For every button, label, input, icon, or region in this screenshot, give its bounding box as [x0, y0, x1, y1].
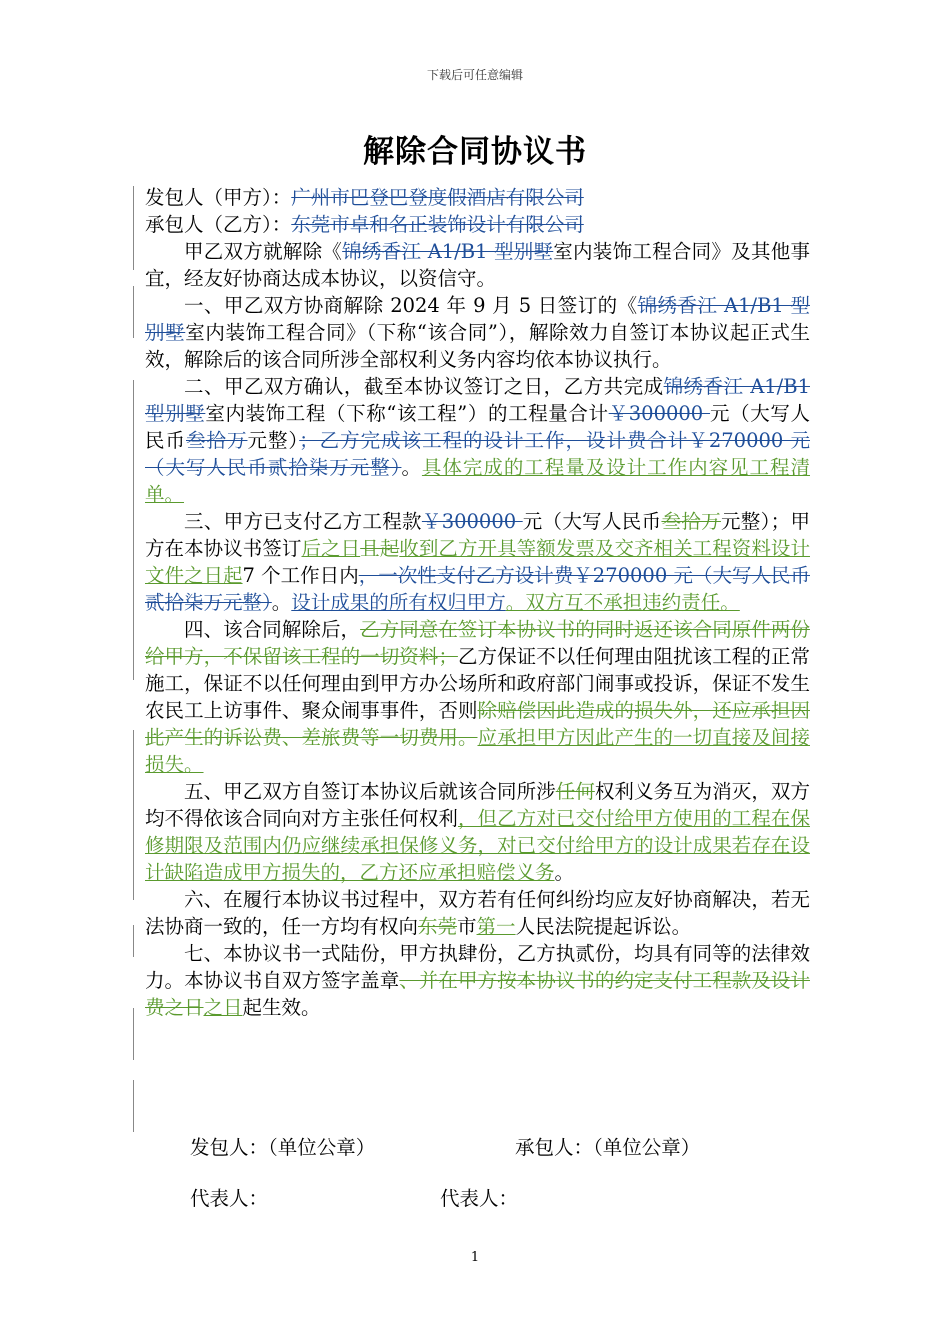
- party-b-line: [145, 211, 810, 238]
- party-a-line: [145, 184, 810, 211]
- clause-text: 市: [457, 915, 477, 938]
- party-b-name: 东莞市卓和名正装饰设计有限公司: [291, 213, 584, 236]
- clause-5: [145, 778, 810, 886]
- clause-text: 元整）；甲方在本协议书签订: [145, 510, 810, 560]
- clause-text: 三、甲方已支付乙方工程款: [184, 510, 422, 533]
- clause-text: 起生效。: [242, 996, 321, 1019]
- deleted-text: 且起: [360, 537, 400, 560]
- inserted-text: 。双方互不承担违约责任。: [505, 591, 740, 614]
- clause-text: 权利义务互为消灭，双方均不得依该合同向对方主张任何权利: [145, 780, 810, 830]
- revision-bar: [133, 1080, 134, 1132]
- clause-text: 室内装饰工程合同》（下称“该合同”），解除效力自签订本协议起正式生效，解除后的该合同所涉全部权利义务内容均依本协议执行。: [145, 321, 810, 371]
- clause-text: 室内装饰工程（下称“该工程”）的工程量合计: [205, 402, 609, 425]
- inserted-text: 具体完成的工程量及设计工作内容见工程清单。: [145, 456, 810, 506]
- document-body: [145, 184, 810, 1021]
- clause-text: 7 个工作日内: [242, 564, 359, 587]
- party-a-label: 发包人（甲方）：: [145, 186, 292, 209]
- clause-text: 元整）: [247, 429, 300, 452]
- intro-text: 甲乙双方就解除《: [184, 240, 343, 263]
- revision-bar: [133, 925, 134, 957]
- deleted-text: ￥300000: [608, 402, 711, 425]
- deleted-text: 锦绣香江 A1/B1 型别墅: [342, 240, 554, 263]
- inserted-text: 设计成果的所有权归甲方: [291, 591, 506, 614]
- revision-bar: [133, 240, 134, 270]
- clause-text: 。: [401, 456, 422, 479]
- revision-bar: [133, 286, 134, 338]
- page-number: 1: [470, 1250, 480, 1265]
- deleted-text: 东莞: [418, 915, 458, 938]
- inserted-text: 收到乙方开具等额发票及交齐相关工程资料设计文件之日起: [145, 537, 810, 587]
- clause-text: 。: [271, 591, 292, 614]
- revision-bar: [133, 186, 134, 240]
- clause-text: 一、甲乙双方协商解除 2024 年 9 月 5 日签订的《: [184, 294, 638, 317]
- deleted-text: ；乙方完成该工程的设计工作，设计费合计￥270000 元（大写人民币贰拾柒万元整）: [145, 429, 810, 479]
- inserted-text: 应承担甲方因此产生的一切直接及间接损失。: [145, 726, 810, 776]
- clause-text: 。: [554, 861, 575, 884]
- revision-bar: [133, 380, 134, 512]
- inserted-text: 之日: [203, 996, 243, 1019]
- deleted-text: ￥300000: [421, 510, 523, 533]
- document-title: 解除合同协议书: [363, 134, 587, 170]
- clause-text: 四、该合同解除后，: [184, 618, 361, 641]
- revision-bar: [133, 512, 134, 622]
- clause-text: 人民法院提起诉讼。: [515, 915, 692, 938]
- party-a-seal-label: 发包人：（单位公章）: [190, 1136, 376, 1159]
- intro-paragraph: [145, 238, 810, 292]
- deleted-text: ，一次性支付乙方设计费￥270000 元（大写人民币贰拾柒万元整）: [145, 564, 810, 614]
- deleted-text: 锦绣香江 A1/B1 型别墅: [145, 375, 810, 425]
- inserted-text: 第一: [476, 915, 516, 938]
- inserted-text: ，但乙方对已交付给甲方使用的工程在保修期限及范围内仍应继续承担保修义务，对已交付给甲方的设计成果若存在设计缺陷造成甲方损失的，乙方还应承担赔偿义务: [145, 807, 810, 884]
- deleted-text: 、并在甲方按本协议书的约定支付工程款及设计费之日: [145, 969, 810, 1019]
- revision-bar: [133, 622, 134, 680]
- clause-1: [145, 292, 810, 373]
- clause-text: 元（大写人民币: [522, 510, 662, 533]
- clause-7: [145, 940, 810, 1021]
- revision-bar: [133, 730, 134, 788]
- clause-text: 六、在履行本协议书过程中，双方若有任何纠纷均应友好协商解决，若无法协商一致的，任一方均有权向: [145, 888, 810, 938]
- party-b-seal-label: 承包人：（单位公章）: [515, 1136, 701, 1159]
- clause-6: [145, 886, 810, 940]
- clause-text: 七、本协议书一式陆份，甲方执肆份，乙方执贰份，均具有同等的法律效力。本协议书自双方签字盖章: [145, 942, 810, 992]
- clause-text: 元（大写人民币: [145, 402, 810, 452]
- inserted-text: 后之日: [301, 537, 361, 560]
- party-a-representative: 代表人：: [190, 1187, 269, 1210]
- clause-4: [145, 616, 810, 778]
- deleted-text: 乙方同意在签订本协议书的同时返还该合同原件两份给甲方，不保留该工程的一切资料；: [145, 618, 810, 668]
- deleted-text: 叁拾万: [185, 429, 248, 452]
- clause-3: [145, 508, 810, 616]
- deleted-text: 任何: [555, 780, 595, 803]
- party-b-representative: 代表人：: [440, 1187, 519, 1210]
- intro-text: 室内装饰工程合同》及其他事宜，经友好协商达成本协议，以资信守。: [145, 240, 810, 290]
- header-note: 下载后可任意编辑: [426, 68, 523, 82]
- clause-text: 乙方保证不以任何理由阻扰该工程的正常施工，保证不以任何理由到甲方办公场所和政府部门闹事或投诉，保证不发生农民工上访事件、聚众闹事事件，否则: [145, 645, 810, 722]
- clause-text: 二、甲乙双方确认，截至本协议签订之日，乙方共完成: [184, 375, 664, 398]
- party-b-label: 承包人（乙方）：: [145, 213, 292, 236]
- deleted-text: 除赔偿因此造成的损失外，还应承担因此产生的诉讼费、差旅费等一切费用。: [145, 699, 810, 749]
- deleted-text: 锦绣香江 A1/B1 型别墅: [145, 294, 810, 344]
- party-a-name: 广州市巴登巴登度假酒店有限公司: [291, 186, 584, 209]
- clause-2: [145, 373, 810, 508]
- revision-bar: [133, 1008, 134, 1060]
- revision-bar: [133, 784, 134, 900]
- deleted-text: 叁拾万: [661, 510, 721, 533]
- clause-text: 五、甲乙双方自签订本协议后就该合同所涉: [184, 780, 556, 803]
